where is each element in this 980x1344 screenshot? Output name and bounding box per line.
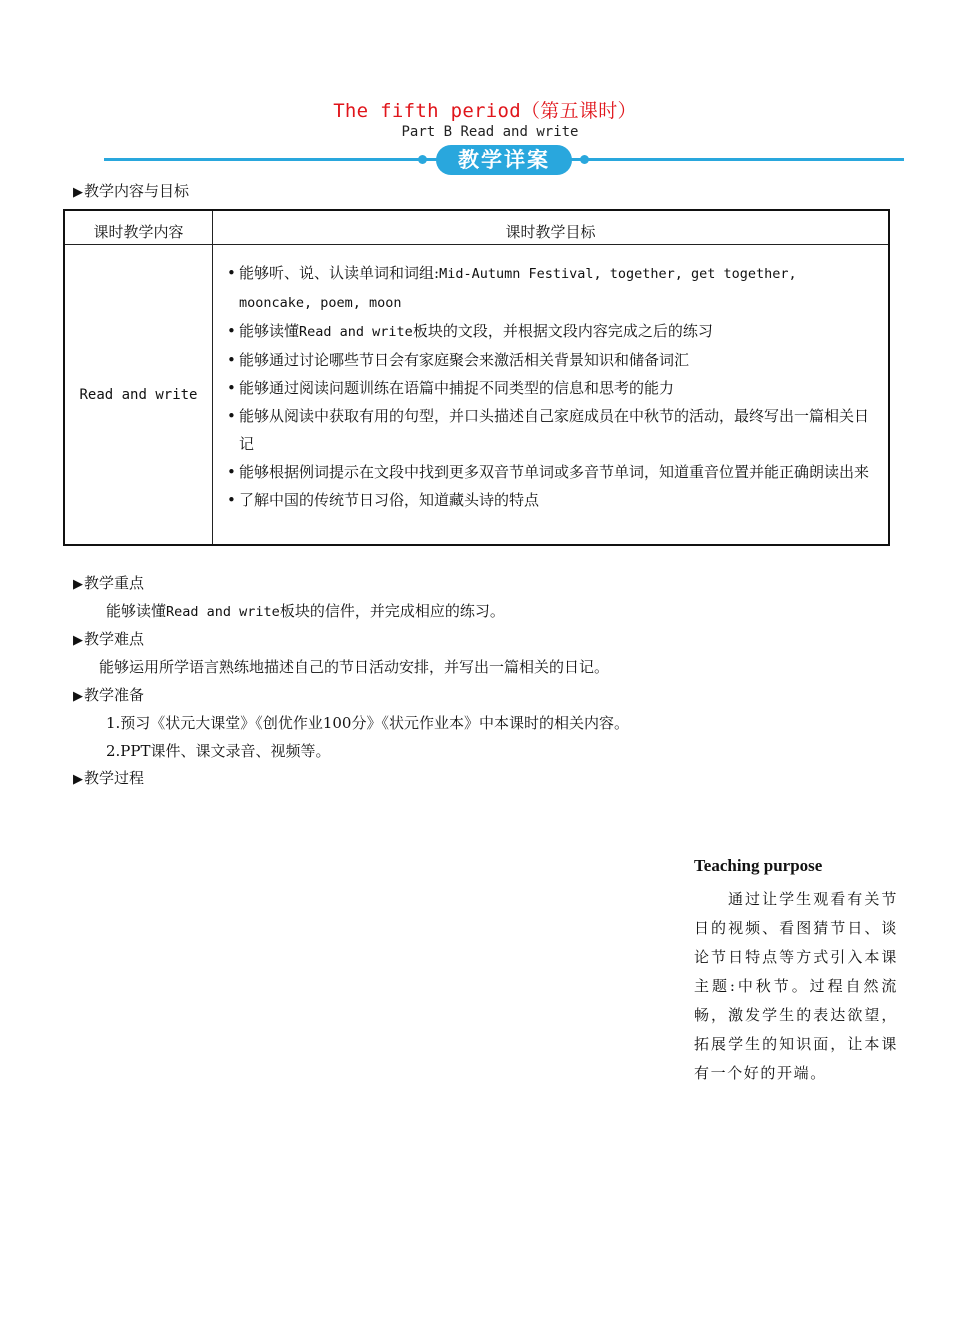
section-label: 教学准备 xyxy=(84,686,145,704)
arrow-icon: ▶ xyxy=(73,577,83,592)
header-content-label: 课时教学内容 xyxy=(93,223,184,241)
banner-dot-right xyxy=(580,155,589,164)
lesson-goals-cell xyxy=(213,245,890,546)
section-heading-process xyxy=(73,767,144,788)
arrow-icon: ▶ xyxy=(73,689,83,704)
table-header-cell xyxy=(213,210,890,245)
section-heading-difficulties xyxy=(73,628,144,649)
section-label: 教学重点 xyxy=(84,574,145,592)
page-title: The fifth period（第五课时） xyxy=(333,100,637,122)
teaching-purpose-body xyxy=(694,885,898,1082)
key-points-text: 能够读懂Read and write板块的信件，并完成相应的练习。 xyxy=(106,602,505,620)
table-row xyxy=(64,245,889,546)
list-item: • 能够根据例词提示在文段中找到更多双音节单词或多音节单词，知道重音位置并能正确朗读出来 xyxy=(227,458,876,486)
section-label: 教学过程 xyxy=(84,769,145,787)
section-heading-preparation xyxy=(73,684,144,705)
list-item: • 能够听、说、认读单词和词组:Mid-Autumn Festival, together, get together, mooncake, poem, moon xyxy=(227,259,876,317)
lesson-content-cell: Read and write xyxy=(64,245,213,546)
table-header-row xyxy=(64,210,889,245)
teaching-purpose-title: Teaching purpose xyxy=(694,856,823,875)
vocab-list: Mid-Autumn Festival, together, get together, mooncake, poem, moon xyxy=(239,266,797,311)
header-goals-label: 课时教学目标 xyxy=(505,223,596,241)
banner-badge xyxy=(436,145,572,175)
list-item: • 了解中国的传统节日习俗，知道藏头诗的特点 xyxy=(227,486,876,514)
table-header-cell xyxy=(64,210,213,245)
list-item: • 能够从阅读中获取有用的句型，并口头描述自己家庭成员在中秋节的活动，最终写出一篇相关日记 xyxy=(227,402,876,458)
section-label: 教学内容与目标 xyxy=(84,182,190,200)
banner-dot-left xyxy=(418,155,427,164)
list-item: • 能够通过阅读问题训练在语篇中捕捉不同类型的信息和思考的能力 xyxy=(227,374,876,402)
goals-table xyxy=(63,209,890,546)
teaching-purpose-text: 通过让学生观看有关节日的视频、看图猜节日、谈论节日特点等方式引入本课主题:中秋节。过程自然流畅，激发学生的表达欲望，拓展学生的知识面，让本课有一个好的开端。 xyxy=(694,890,898,1082)
preparation-item: 2.PPT课件、课文录音、视频等。 xyxy=(106,742,331,760)
preparation-item: 1.预习《状元大课堂》《创优作业100分》《状元作业本》中本课时的相关内容。 xyxy=(106,714,629,732)
arrow-icon: ▶ xyxy=(73,633,83,648)
difficulties-text: 能够运用所学语言熟练地描述自己的节日活动安排，并写出一篇相关的日记。 xyxy=(99,658,610,676)
list-item: • 能够读懂Read and write板块的文段，并根据文段内容完成之后的练习 xyxy=(227,317,876,346)
arrow-icon: ▶ xyxy=(73,772,83,787)
section-label: 教学难点 xyxy=(84,630,145,648)
section-heading-content-goals xyxy=(73,180,189,201)
banner-label: 教学详案 xyxy=(458,148,550,172)
list-item: • 能够通过讨论哪些节日会有家庭聚会来激活相关背景知识和储备词汇 xyxy=(227,346,876,374)
section-heading-key-points xyxy=(73,572,144,593)
arrow-icon: ▶ xyxy=(73,185,83,200)
goals-list xyxy=(227,259,876,514)
page-subtitle: Part B Read and write xyxy=(401,124,579,140)
